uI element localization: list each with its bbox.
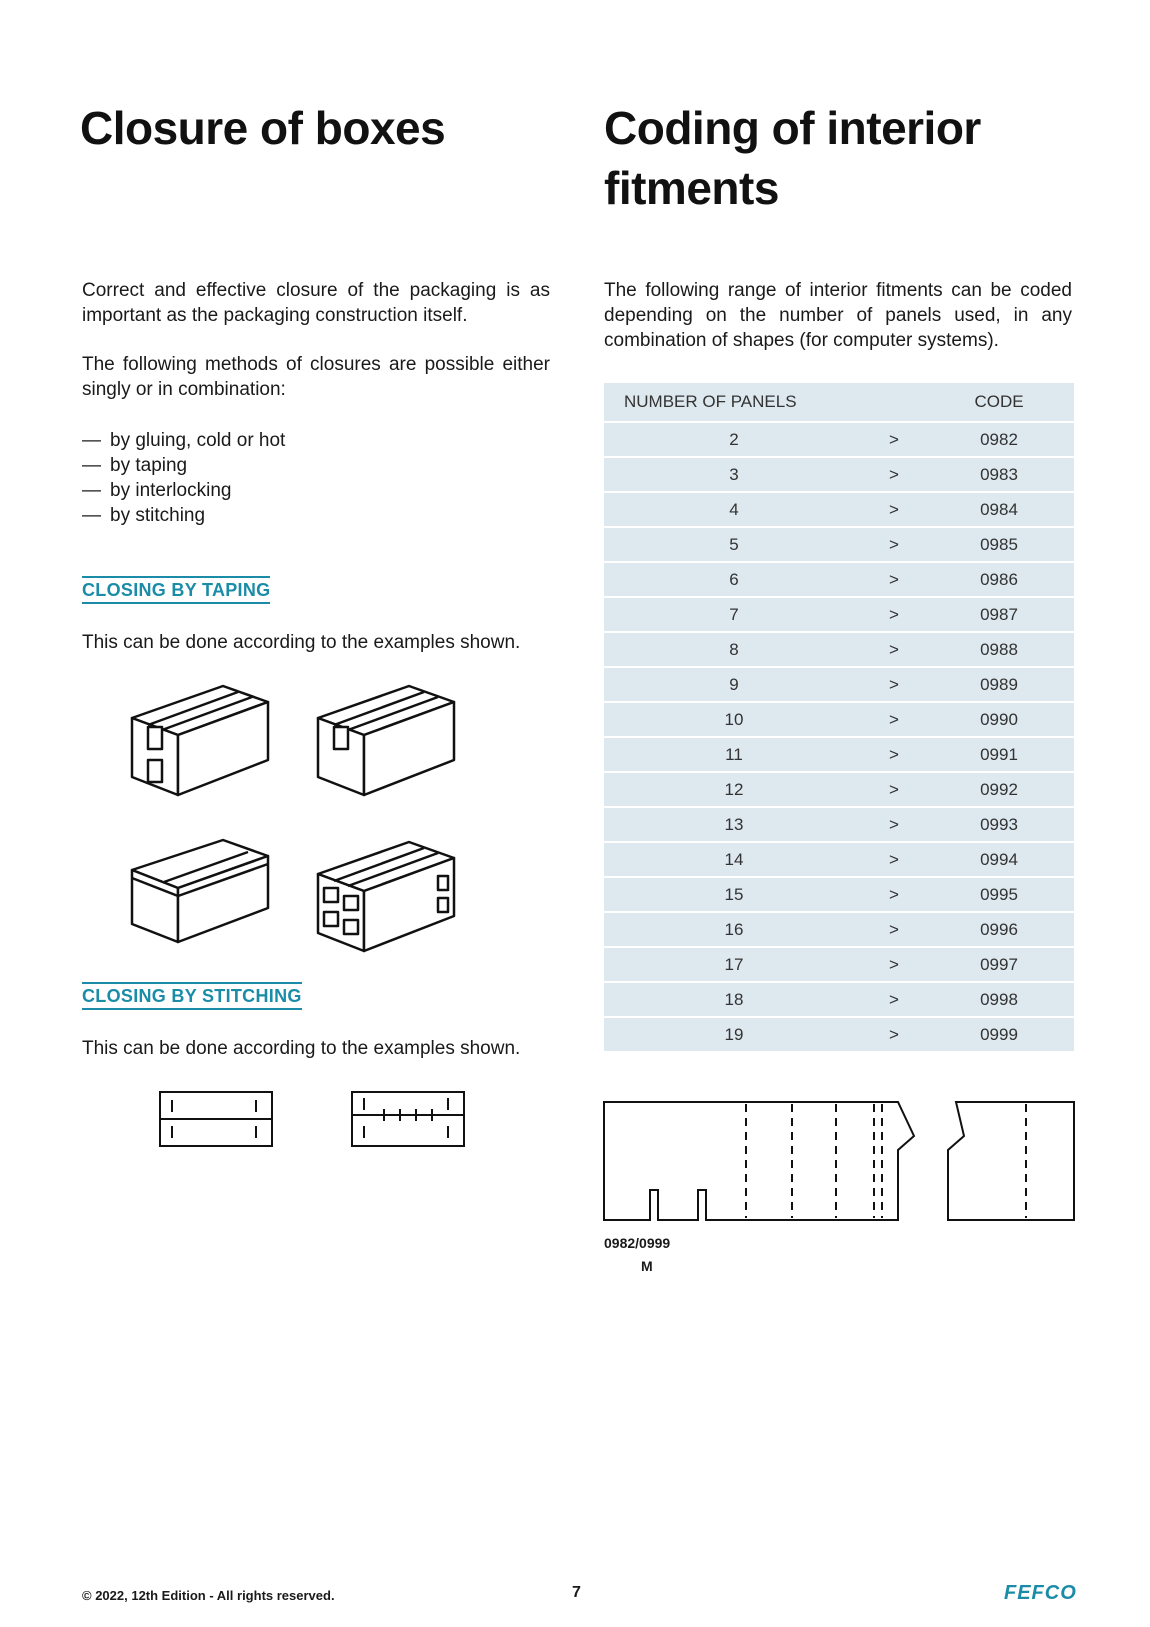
table-row — [604, 807, 1074, 842]
taped-box-illustration-2 — [314, 680, 464, 800]
code-cell: 0991 — [924, 737, 1074, 772]
page-title-coding: Coding of interior fitments — [604, 102, 981, 214]
table-row — [604, 1017, 1074, 1051]
figure-sublabel: M — [641, 1258, 653, 1274]
page-number: 7 — [572, 1584, 581, 1601]
fefco-logo: FEFCO — [1004, 1582, 1077, 1604]
code-cell: 0992 — [924, 772, 1074, 807]
code-cell: 0982 — [924, 422, 1074, 457]
panels-cell: 11 — [604, 737, 864, 772]
panels-cell: 8 — [604, 632, 864, 667]
code-table-body — [604, 422, 1074, 1051]
arrow-cell: > — [864, 737, 924, 772]
figure-label: 0982/0999 — [604, 1235, 671, 1251]
arrow-cell: > — [864, 1017, 924, 1051]
code-cell: 0998 — [924, 982, 1074, 1017]
taped-box-illustration-3 — [128, 836, 278, 948]
arrow-cell: > — [864, 492, 924, 527]
panels-cell: 18 — [604, 982, 864, 1017]
taped-box-illustration-4 — [314, 836, 464, 956]
code-cell: 0988 — [924, 632, 1074, 667]
taping-description: This can be done according to the examples shown. — [82, 632, 521, 653]
table-header-row — [604, 383, 1074, 422]
arrow-cell: > — [864, 562, 924, 597]
code-cell: 0987 — [924, 597, 1074, 632]
list-item: — by gluing, cold or hot — [82, 430, 286, 451]
table-row — [604, 422, 1074, 457]
arrow-cell: > — [864, 842, 924, 877]
table-row — [604, 912, 1074, 947]
panels-cell: 5 — [604, 527, 864, 562]
code-cell: 0996 — [924, 912, 1074, 947]
code-cell: 0995 — [924, 877, 1074, 912]
panels-cell: 10 — [604, 702, 864, 737]
arrow-cell: > — [864, 912, 924, 947]
table-row — [604, 737, 1074, 772]
panels-cell: 7 — [604, 597, 864, 632]
stitched-flap-illustration-2 — [350, 1090, 468, 1150]
table-row — [604, 527, 1074, 562]
table-row — [604, 877, 1074, 912]
panels-cell: 2 — [604, 422, 864, 457]
list-item: — by stitching — [82, 505, 206, 526]
panels-cell: 4 — [604, 492, 864, 527]
arrow-cell: > — [864, 597, 924, 632]
arrow-cell: > — [864, 422, 924, 457]
code-cell: 0989 — [924, 667, 1074, 702]
panels-cell: 9 — [604, 667, 864, 702]
arrow-cell: > — [864, 807, 924, 842]
list-item: — by interlocking — [82, 480, 232, 501]
panels-cell: 15 — [604, 877, 864, 912]
arrow-cell: > — [864, 667, 924, 702]
table-row — [604, 667, 1074, 702]
stitching-description: This can be done according to the examples shown. — [82, 1038, 521, 1059]
table-row — [604, 842, 1074, 877]
arrow-cell: > — [864, 947, 924, 982]
code-cell: 0993 — [924, 807, 1074, 842]
methods-list — [82, 428, 285, 528]
taping-section-heading: CLOSING BY TAPING — [82, 576, 270, 604]
arrow-cell: > — [864, 772, 924, 807]
arrow-cell: > — [864, 877, 924, 912]
panels-cell: 16 — [604, 912, 864, 947]
fitment-diagram — [602, 1100, 1076, 1226]
panels-cell: 6 — [604, 562, 864, 597]
code-table — [604, 383, 1074, 1051]
header-code: CODE — [974, 392, 1024, 411]
table-row — [604, 947, 1074, 982]
table-row — [604, 632, 1074, 667]
code-cell: 0990 — [924, 702, 1074, 737]
code-cell: 0994 — [924, 842, 1074, 877]
panels-cell: 3 — [604, 457, 864, 492]
code-cell: 0985 — [924, 527, 1074, 562]
arrow-cell: > — [864, 632, 924, 667]
arrow-cell: > — [864, 527, 924, 562]
stitched-flap-illustration-1 — [158, 1090, 276, 1150]
taped-box-illustration-1 — [128, 680, 278, 800]
panels-cell: 14 — [604, 842, 864, 877]
table-row — [604, 702, 1074, 737]
table-row — [604, 457, 1074, 492]
panels-cell: 13 — [604, 807, 864, 842]
table-row — [604, 772, 1074, 807]
stitching-section-heading: CLOSING BY STITCHING — [82, 982, 302, 1010]
code-cell: 0984 — [924, 492, 1074, 527]
fitments-intro-paragraph: The following range of interior fitments can be coded depending on the number of panels used, in any combination of shapes (for computer systems). — [604, 280, 1072, 351]
table-row — [604, 982, 1074, 1017]
arrow-cell: > — [864, 457, 924, 492]
table-row — [604, 562, 1074, 597]
arrow-cell: > — [864, 982, 924, 1017]
arrow-cell: > — [864, 702, 924, 737]
panels-cell: 19 — [604, 1017, 864, 1051]
table-row — [604, 492, 1074, 527]
code-cell: 0999 — [924, 1017, 1074, 1051]
panels-cell: 17 — [604, 947, 864, 982]
header-number-of-panels: NUMBER OF PANELS — [624, 392, 797, 411]
list-item: — by taping — [82, 455, 188, 476]
panels-cell: 12 — [604, 772, 864, 807]
methods-intro-paragraph: The following methods of closures are possible either singly or in combination: — [82, 354, 550, 400]
code-cell: 0986 — [924, 562, 1074, 597]
page-title-closure: Closure of boxes — [80, 102, 446, 154]
table-row — [604, 597, 1074, 632]
code-cell: 0997 — [924, 947, 1074, 982]
footer-copyright: © 2022, 12th Edition - All rights reserved. — [82, 1588, 335, 1603]
intro-paragraph: Correct and effective closure of the packaging is as important as the packaging construction itself. — [82, 280, 550, 326]
code-cell: 0983 — [924, 457, 1074, 492]
